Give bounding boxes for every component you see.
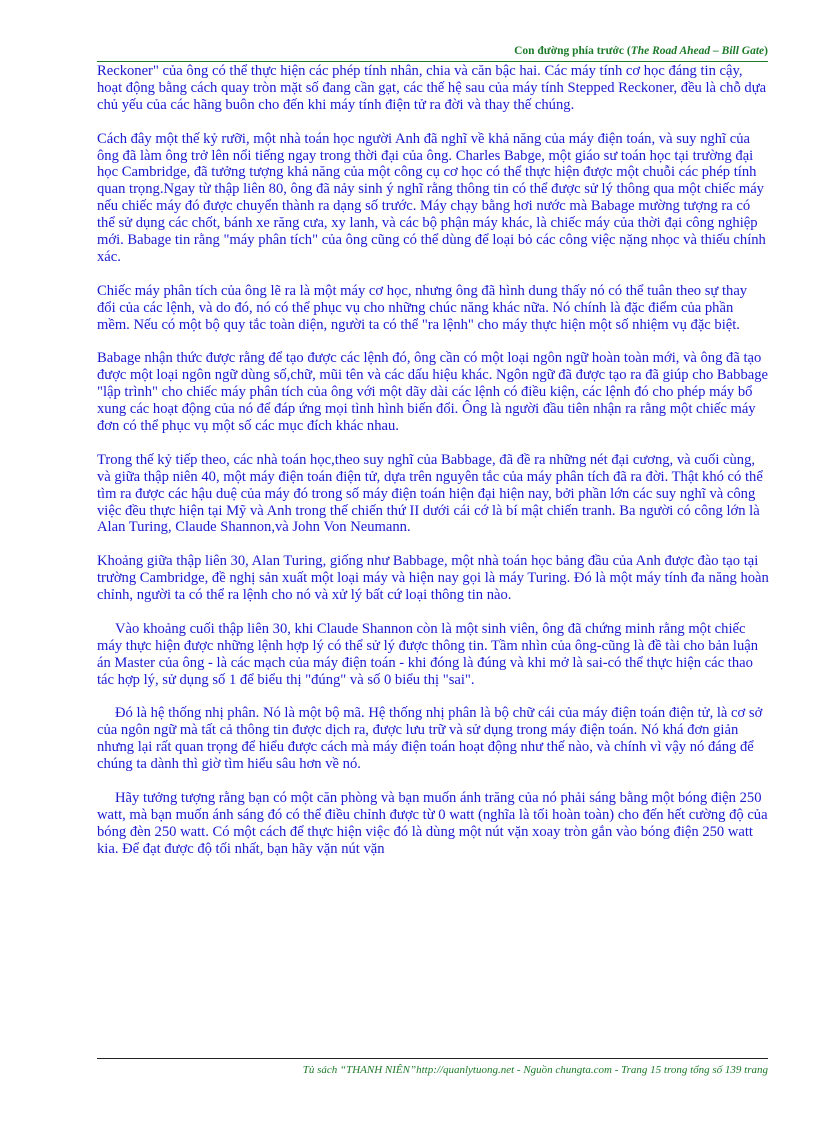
footer-divider [97, 1058, 768, 1059]
paragraph: Reckoner" của ông có thể thực hiện các phép tính nhân, chia và căn bậc hai. Các máy tính cơ học đáng tin cậy, hoạt động bằng cách quay tròn mặt số đang cần gạt, các thế hệ sau của máy tính Stepped Reckoner, đều là chỗ dựa chủ yếu của các hãng buôn cho đến khi máy tính điện tử ra đời và thay thế chúng. [97, 63, 767, 113]
paragraph: Khoảng giữa thập liên 30, Alan Turing, giống như Babbage, một nhà toán học bảng đầu của Anh được đào tạo tại trường Cambridge, đề nghị sản xuất một loại máy và hiện nay gọi là máy Turing. Đó là một máy tính đa năng hoàn chỉnh, người ta có thể ra lệnh cho nó và xử lý bất cứ loại thông tin nào. [97, 553, 769, 604]
page-footer: Tủ sách “THANH NIÊN”http://quanlytuong.net - Nguồn chungta.com - Trang 15 trong tổng số 139 trang [302, 1064, 768, 1076]
paragraph: Babage nhận thức được rằng để tạo được các lệnh đó, ông cần có một loại ngôn ngữ hoàn toàn mới, và ông đã tạo được một loại ngôn ngữ dùng số,chữ, mũi tên và các dấu hiệu khác. Ngôn ngữ đã được tạo ra đã giúp cho Babbage "lập trình" cho chiếc máy phân tích của ông với một dãy dài các lệnh có điều kiện, các lệnh đó cho phép máy bổ xung các hoạt động của nó để đáp ứng mọi tình hình biến đổi. Ông là người đầu tiên nhận ra rằng một chiếc máy đơn có thể phục vụ một số các mục đích khác nhau. [97, 350, 768, 434]
header-suffix: ) [764, 45, 768, 57]
header-prefix: Con đường phía trước ( [514, 45, 631, 57]
paragraph: Cách đây một thế kỷ rưỡi, một nhà toán học người Anh đã nghĩ về khả năng của máy điện toán, và suy nghĩ của ông đã làm ông trở lên nổi tiếng ngay trong thời đại của ông. Charles Babge, một giáo sư toán học tại trường đại học Cambridge, đã tưởng tượng khả năng của một công cụ cơ học có thể thực hiện được một chuỗi các phép tính quan trọng.Ngay từ thập liên 80, ông đã nảy sinh ý nghĩ rằng thông tin có thể được sử lý thông qua một chiếc máy nếu chiếc máy đó được chuyển thành ra dạng số trước. Máy chạy bằng hơi nước mà Babage mường tượng ra có thể sử dụng các chốt, bánh xe răng cưa, xy lanh, và các bộ phận máy khác, là chiếc máy của thời đại công nghiệp mới. Babage tin rằng "máy phân tích" của ông cũng có thể dùng để loại bỏ các công việc nặng nhọc và thiếu chính xác. [97, 130, 766, 265]
book-title: The Road Ahead – Bill Gate [630, 45, 765, 57]
paragraph: Vào khoảng cuối thập liên 30, khi Claude Shannon còn là một sinh viên, ông đã chứng minh rằng một chiếc máy thực hiện được những lệnh hợp lý có thể sử lý được thông tin. Tầm nhìn của ông-cũng là đề tài cho bản luận án Master của ông - là các mạch của máy điện toán - khi đóng là đúng và khi mở là sai-có thể thực hiện các thao tác hợp lý, sử dụng số 1 để biểu thị "đúng" và số 0 biểu thị "sai". [97, 620, 759, 688]
paragraph: Hãy tưởng tượng rằng bạn có một căn phòng và bạn muốn ánh trăng của nó phải sáng bằng một bóng điện 250 watt, mà bạn muốn ánh sáng đó có thể điều chỉnh được từ 0 watt (nghĩa là tối hoàn toàn) cho đến hết cường độ của bóng đèn 250 watt. Có một cách để thực hiện việc đó là dùng một nút vặn xoay tròn gắn vào bóng điện 250 watt kia. Để đạt được độ tối nhất, bạn hãy vặn nút vặn [97, 789, 768, 857]
paragraph: Trong thế kỷ tiếp theo, các nhà toán học,theo suy nghĩ của Babbage, đã đề ra những nét đại cương, và cuối cùng, và giữa thập niên 40, một máy điện toán điện tử, dựa trên nguyên tắc của máy phân tích đã ra đời. Thật khó có thể tìm ra được các hậu duệ của máy đó trong số máy điện toán hiện đại hiện nay, bởi phần lớn các suy nghĩ và công việc đều thực hiện tại Mỹ và Anh trong thế chiến thứ II dưới cái cớ là bí mật chiến tranh. Ba người có công lớn là Alan Turing, Claude Shannon,và John Von Neumann. [97, 451, 763, 536]
paragraph: Đó là hệ thống nhị phân. Nó là một bộ mã. Hệ thống nhị phân là bộ chữ cái của máy điện toán điện tử, là cơ sở của ngôn ngữ mà tất cả thông tin được dịch ra, được lưu trữ và sử dụng trong máy điện toán. Nó khá đơn giản nhưng lại rất quan trọng để hiểu được cách mà máy điện toán hoạt động như thế nào, và chính vì vậy nó đáng để chúng ta dành thì giờ tìm hiểu sâu hơn về nó. [97, 705, 763, 773]
page-header [97, 44, 768, 62]
page-body [97, 63, 769, 874]
paragraph: Chiếc máy phân tích của ông lẽ ra là một máy cơ học, nhưng ông đã hình dung thấy nó có thể tuân theo sự thay đổi của các lệnh, và do đó, nó có thể phục vụ cho những chúc năng khác nữa. Nó chính là đặc điểm của phần mềm. Nếu có một bộ quy tắc toàn diện, người ta có thể "ra lệnh" cho máy thực hiện một số nhiệm vụ đặc biệt. [97, 282, 748, 333]
